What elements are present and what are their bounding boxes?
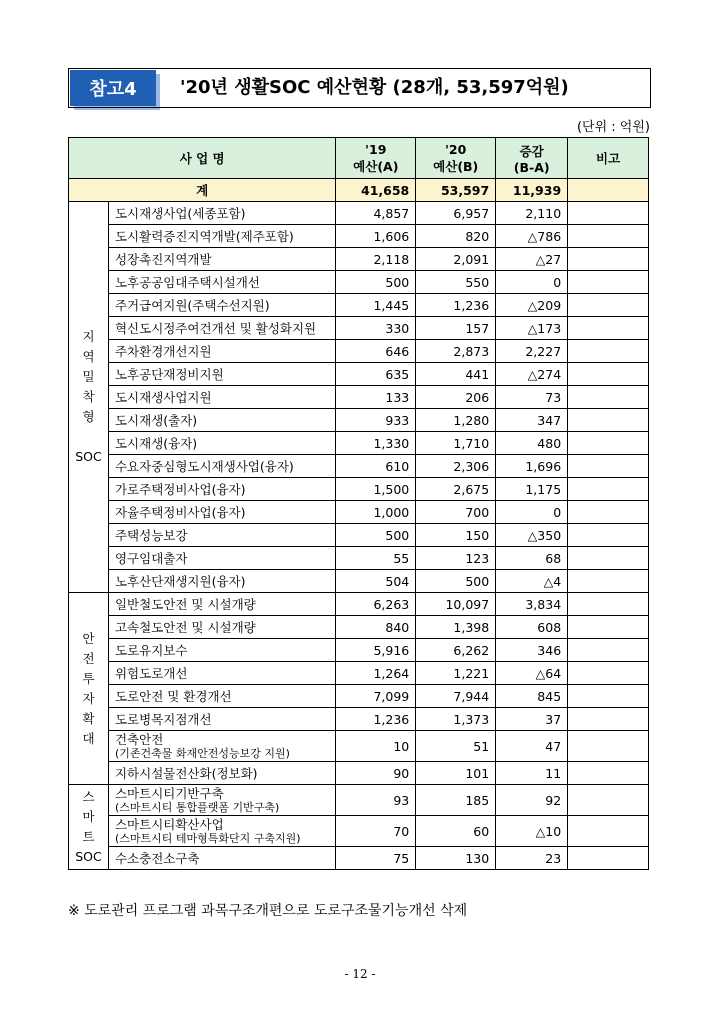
value-y19: 1,236 xyxy=(336,708,416,731)
table-row xyxy=(69,762,649,785)
note-cell xyxy=(568,202,649,225)
table-row xyxy=(69,570,649,593)
value-diff: △209 xyxy=(496,294,568,317)
note-cell xyxy=(568,762,649,785)
table-row xyxy=(69,847,649,870)
value-diff: 2,227 xyxy=(496,340,568,363)
value-y20: 51 xyxy=(416,731,496,762)
note-cell xyxy=(568,708,649,731)
value-diff: △274 xyxy=(496,363,568,386)
value-y20: 157 xyxy=(416,317,496,340)
note-cell xyxy=(568,593,649,616)
value-y20: 500 xyxy=(416,570,496,593)
value-y20: 2,091 xyxy=(416,248,496,271)
value-y20: 2,306 xyxy=(416,455,496,478)
value-y20: 1,280 xyxy=(416,409,496,432)
project-name: 도시재생사업(세종포함) xyxy=(108,202,335,225)
value-diff: 3,834 xyxy=(496,593,568,616)
value-y19: 500 xyxy=(336,524,416,547)
project-name: 스마트시티확산사업 (스마트시티 테마형특화단지 구축지원) xyxy=(108,816,335,847)
table-row xyxy=(69,478,649,501)
value-y20: 820 xyxy=(416,225,496,248)
table-row xyxy=(69,202,649,225)
value-y20: 1,710 xyxy=(416,432,496,455)
value-y19: 500 xyxy=(336,271,416,294)
project-name: 도로병목지점개선 xyxy=(108,708,335,731)
total-label: 계 xyxy=(69,179,336,202)
project-name: 가로주택정비사업(융자) xyxy=(108,478,335,501)
project-name: 노후공단재정비지원 xyxy=(108,363,335,386)
table-row xyxy=(69,386,649,409)
value-y19: 6,263 xyxy=(336,593,416,616)
project-name: 건축안전 (기존건축물 화재안전성능보강 지원) xyxy=(108,731,335,762)
note-cell xyxy=(568,478,649,501)
project-name: 도시재생(융자) xyxy=(108,432,335,455)
value-diff: △786 xyxy=(496,225,568,248)
project-name: 노후산단재생지원(융자) xyxy=(108,570,335,593)
value-y20: 1,221 xyxy=(416,662,496,685)
value-diff: 23 xyxy=(496,847,568,870)
value-y20: 10,097 xyxy=(416,593,496,616)
category-cell: 지 역 밀 착 형 SOC xyxy=(69,202,109,593)
table-row xyxy=(69,685,649,708)
value-y20: 6,957 xyxy=(416,202,496,225)
value-y19: 646 xyxy=(336,340,416,363)
value-y20: 123 xyxy=(416,547,496,570)
table-row xyxy=(69,409,649,432)
value-y19: 1,445 xyxy=(336,294,416,317)
total-diff: 11,939 xyxy=(496,179,568,202)
value-diff: 1,175 xyxy=(496,478,568,501)
value-y20: 700 xyxy=(416,501,496,524)
value-diff: △64 xyxy=(496,662,568,685)
table-row xyxy=(69,639,649,662)
value-y20: 185 xyxy=(416,785,496,816)
table-row xyxy=(69,271,649,294)
col-project: 사 업 명 xyxy=(69,138,336,179)
value-diff: 480 xyxy=(496,432,568,455)
table-row xyxy=(69,662,649,685)
note-cell xyxy=(568,432,649,455)
value-y20: 1,398 xyxy=(416,616,496,639)
value-y19: 2,118 xyxy=(336,248,416,271)
project-name: 성장촉진지역개발 xyxy=(108,248,335,271)
project-name: 영구임대출자 xyxy=(108,547,335,570)
value-y19: 1,330 xyxy=(336,432,416,455)
note-cell xyxy=(568,225,649,248)
project-name: 도시재생사업지원 xyxy=(108,386,335,409)
table-row xyxy=(69,593,649,616)
table-row xyxy=(69,501,649,524)
note-cell xyxy=(568,455,649,478)
note-cell xyxy=(568,340,649,363)
note-cell xyxy=(568,785,649,816)
value-diff: 68 xyxy=(496,547,568,570)
value-y19: 635 xyxy=(336,363,416,386)
note-cell xyxy=(568,271,649,294)
value-y19: 5,916 xyxy=(336,639,416,662)
unit-label: (단위 : 억원) xyxy=(576,120,650,135)
table-row xyxy=(69,225,649,248)
value-diff: △173 xyxy=(496,317,568,340)
project-name: 주거급여지원(주택수선지원) xyxy=(108,294,335,317)
value-diff: △27 xyxy=(496,248,568,271)
note-cell xyxy=(568,847,649,870)
col-y19: '19 예산(A) xyxy=(336,138,416,179)
value-diff: 73 xyxy=(496,386,568,409)
value-y20: 2,873 xyxy=(416,340,496,363)
project-name: 스마트시티기반구축 (스마트시티 통합플랫폼 기반구축) xyxy=(108,785,335,816)
table-row xyxy=(69,524,649,547)
project-name: 주차환경개선지원 xyxy=(108,340,335,363)
value-y20: 550 xyxy=(416,271,496,294)
note-cell xyxy=(568,816,649,847)
reference-tag: 참고4 xyxy=(70,70,156,106)
project-name: 혁신도시정주여건개선 및 활성화지원 xyxy=(108,317,335,340)
table-row xyxy=(69,340,649,363)
value-diff: 37 xyxy=(496,708,568,731)
note-cell xyxy=(568,685,649,708)
col-diff: 증감 (B-A) xyxy=(496,138,568,179)
table-row xyxy=(69,785,649,816)
category-cell: 스 마 트 SOC xyxy=(69,785,109,870)
value-y20: 1,373 xyxy=(416,708,496,731)
project-name: 고속철도안전 및 시설개량 xyxy=(108,616,335,639)
table-row xyxy=(69,616,649,639)
value-y19: 1,000 xyxy=(336,501,416,524)
table-row xyxy=(69,363,649,386)
value-y19: 93 xyxy=(336,785,416,816)
total-y19: 41,658 xyxy=(336,179,416,202)
project-name: 자율주택정비사업(융자) xyxy=(108,501,335,524)
value-y19: 504 xyxy=(336,570,416,593)
note-cell xyxy=(568,317,649,340)
note-cell xyxy=(568,731,649,762)
note-cell xyxy=(568,294,649,317)
value-y19: 7,099 xyxy=(336,685,416,708)
page-title: '20년 생활SOC 예산현황 (28개, 53,597억원) xyxy=(180,77,569,98)
footnote: ※ 도로관리 프로그램 과목구조개편으로 도로구조물기능개선 삭제 xyxy=(68,903,468,919)
note-cell xyxy=(568,386,649,409)
value-diff: 347 xyxy=(496,409,568,432)
value-y19: 1,500 xyxy=(336,478,416,501)
note-cell xyxy=(568,363,649,386)
table-row xyxy=(69,294,649,317)
note-cell xyxy=(568,547,649,570)
value-diff: 1,696 xyxy=(496,455,568,478)
value-diff: 0 xyxy=(496,501,568,524)
value-y20: 7,944 xyxy=(416,685,496,708)
value-y20: 101 xyxy=(416,762,496,785)
project-name: 수요자중심형도시재생사업(융자) xyxy=(108,455,335,478)
note-cell xyxy=(568,662,649,685)
table-row xyxy=(69,455,649,478)
table-row xyxy=(69,816,649,847)
project-name: 일반철도안전 및 시설개량 xyxy=(108,593,335,616)
value-y19: 1,264 xyxy=(336,662,416,685)
project-name: 수소충전소구축 xyxy=(108,847,335,870)
note-cell xyxy=(568,639,649,662)
value-y20: 60 xyxy=(416,816,496,847)
project-name: 위험도로개선 xyxy=(108,662,335,685)
value-y20: 130 xyxy=(416,847,496,870)
note-cell xyxy=(568,570,649,593)
table-row xyxy=(69,248,649,271)
table-row xyxy=(69,432,649,455)
project-name: 도시재생(출자) xyxy=(108,409,335,432)
value-diff: 346 xyxy=(496,639,568,662)
value-y19: 610 xyxy=(336,455,416,478)
total-row xyxy=(69,179,649,202)
project-name: 노후공공임대주택시설개선 xyxy=(108,271,335,294)
total-y20: 53,597 xyxy=(416,179,496,202)
value-y19: 4,857 xyxy=(336,202,416,225)
value-y19: 75 xyxy=(336,847,416,870)
value-y19: 133 xyxy=(336,386,416,409)
value-y19: 90 xyxy=(336,762,416,785)
value-y19: 55 xyxy=(336,547,416,570)
category-cell: 안 전 투 자 확 대 xyxy=(69,593,109,785)
value-y20: 6,262 xyxy=(416,639,496,662)
value-y19: 933 xyxy=(336,409,416,432)
value-diff: 47 xyxy=(496,731,568,762)
value-diff: △10 xyxy=(496,816,568,847)
value-y19: 330 xyxy=(336,317,416,340)
value-diff: 608 xyxy=(496,616,568,639)
col-y20: '20 예산(B) xyxy=(416,138,496,179)
value-y20: 1,236 xyxy=(416,294,496,317)
value-diff: 11 xyxy=(496,762,568,785)
note-cell xyxy=(568,501,649,524)
value-y20: 2,675 xyxy=(416,478,496,501)
project-name: 도로안전 및 환경개선 xyxy=(108,685,335,708)
table-row xyxy=(69,317,649,340)
project-name: 도시활력증진지역개발(제주포함) xyxy=(108,225,335,248)
note-cell xyxy=(568,409,649,432)
value-diff: 845 xyxy=(496,685,568,708)
value-diff: 92 xyxy=(496,785,568,816)
value-y19: 70 xyxy=(336,816,416,847)
project-name: 주택성능보강 xyxy=(108,524,335,547)
project-name: 지하시설물전산화(정보화) xyxy=(108,762,335,785)
value-diff: 2,110 xyxy=(496,202,568,225)
note-cell xyxy=(568,248,649,271)
note-cell xyxy=(568,616,649,639)
value-diff: △350 xyxy=(496,524,568,547)
note-cell xyxy=(568,524,649,547)
value-y19: 10 xyxy=(336,731,416,762)
value-y20: 441 xyxy=(416,363,496,386)
value-y20: 150 xyxy=(416,524,496,547)
value-diff: △4 xyxy=(496,570,568,593)
page-number: - 12 - xyxy=(344,967,376,981)
budget-table xyxy=(68,137,649,870)
value-y19: 840 xyxy=(336,616,416,639)
table-row xyxy=(69,547,649,570)
value-y20: 206 xyxy=(416,386,496,409)
value-diff: 0 xyxy=(496,271,568,294)
col-note: 비고 xyxy=(568,138,649,179)
value-y19: 1,606 xyxy=(336,225,416,248)
project-name: 도로유지보수 xyxy=(108,639,335,662)
table-row xyxy=(69,708,649,731)
table-row xyxy=(69,731,649,762)
